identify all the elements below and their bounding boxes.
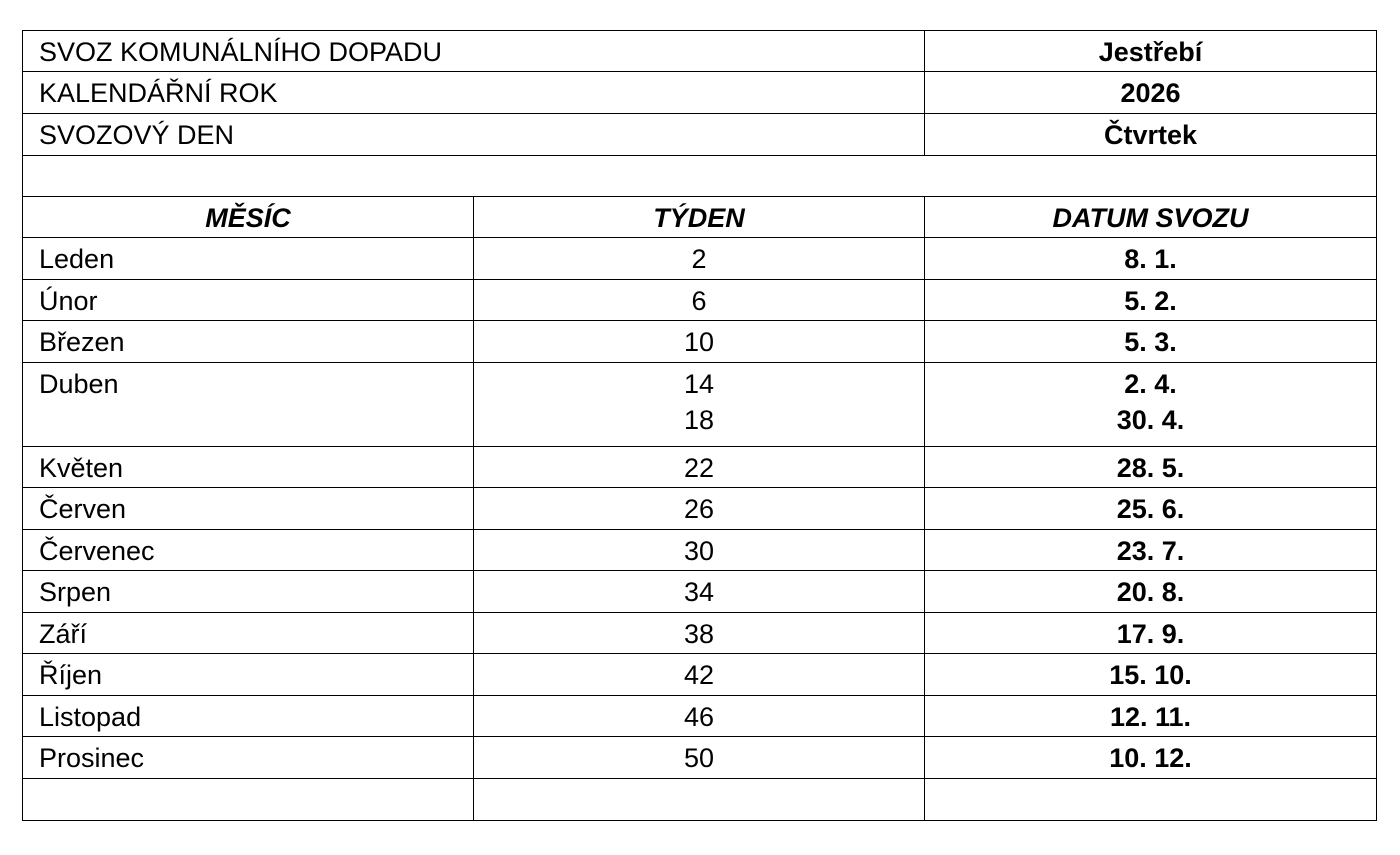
- week-cell: 26: [474, 488, 925, 530]
- date-cell: 12. 11.: [925, 696, 1376, 737]
- week-cell: 46: [474, 696, 925, 737]
- info-row-collection: [23, 31, 1376, 72]
- week-cell: 50: [474, 737, 925, 779]
- week-cell: 2: [474, 238, 925, 280]
- table-row: [23, 280, 1376, 321]
- table-row: [23, 613, 1376, 654]
- date-cell: 5. 3.: [925, 321, 1376, 363]
- month-cell: Leden: [23, 238, 474, 280]
- month-cell: [23, 403, 474, 447]
- table-row: [23, 488, 1376, 530]
- date-cell: 25. 6.: [925, 488, 1376, 530]
- week-cell: 22: [474, 447, 925, 488]
- column-header-week: TÝDEN: [474, 197, 925, 238]
- info-label: KALENDÁŘNÍ ROK: [23, 72, 925, 114]
- empty-cell: [925, 779, 1376, 821]
- table-row: [23, 571, 1376, 613]
- info-label: SVOZ KOMUNÁLNÍHO DOPADU: [23, 31, 925, 72]
- table-row: [23, 403, 1376, 447]
- spacer-row: [23, 155, 1376, 197]
- table-header-row: [23, 197, 1376, 238]
- table-row: [23, 238, 1376, 280]
- date-cell: 17. 9.: [925, 613, 1376, 654]
- info-row-day: [23, 114, 1376, 155]
- info-value-year: 2026: [925, 72, 1376, 114]
- month-cell: Březen: [23, 321, 474, 363]
- column-header-date: DATUM SVOZU: [925, 197, 1376, 238]
- week-cell: 34: [474, 571, 925, 613]
- date-cell: 10. 12.: [925, 737, 1376, 779]
- info-value-day: Čtvrtek: [1103, 120, 1198, 150]
- month-cell: Listopad: [23, 696, 474, 737]
- empty-cell: [474, 779, 925, 821]
- date-cell: 15. 10.: [925, 654, 1376, 696]
- column-header-month: MĚSÍC: [23, 197, 474, 238]
- week-cell: 14: [474, 363, 925, 403]
- month-cell: Červenec: [23, 530, 474, 571]
- month-cell: Duben: [23, 363, 474, 403]
- date-cell: 23. 7.: [925, 530, 1376, 571]
- week-cell: 10: [474, 321, 925, 363]
- empty-cell: [23, 779, 474, 821]
- info-label: SVOZOVÝ DEN: [23, 114, 925, 155]
- table-row: [23, 696, 1376, 737]
- table-row: [23, 654, 1376, 696]
- week-cell: 30: [474, 530, 925, 571]
- date-cell: 20. 8.: [925, 571, 1376, 613]
- month-cell: Červen: [23, 488, 474, 530]
- table-row-empty: [23, 779, 1376, 821]
- week-cell: 42: [474, 654, 925, 696]
- month-cell: Září: [23, 613, 474, 654]
- week-cell: 38: [474, 613, 925, 654]
- date-cell: 28. 5.: [925, 447, 1376, 488]
- table-row: [23, 530, 1376, 571]
- date-cell: 30. 4.: [925, 403, 1376, 447]
- info-value-municipality: Jestřebí: [925, 31, 1376, 72]
- month-cell: Srpen: [23, 571, 474, 613]
- date-cell: 8. 1.: [925, 238, 1376, 280]
- table-row: [23, 447, 1376, 488]
- month-cell: Říjen: [23, 654, 474, 696]
- table-row: [23, 363, 1376, 403]
- collection-schedule-table: [22, 30, 1377, 821]
- month-cell: Prosinec: [23, 737, 474, 779]
- empty-cell: [23, 156, 1376, 196]
- date-cell: 5. 2.: [925, 280, 1376, 321]
- month-cell: Květen: [23, 447, 474, 488]
- date-cell: 2. 4.: [1124, 369, 1177, 399]
- table-row: [23, 321, 1376, 363]
- info-row-year: [23, 72, 1376, 114]
- week-cell: 6: [474, 280, 925, 321]
- month-cell: Únor: [23, 280, 474, 321]
- table-row: [23, 737, 1376, 779]
- week-cell: 18: [474, 403, 925, 447]
